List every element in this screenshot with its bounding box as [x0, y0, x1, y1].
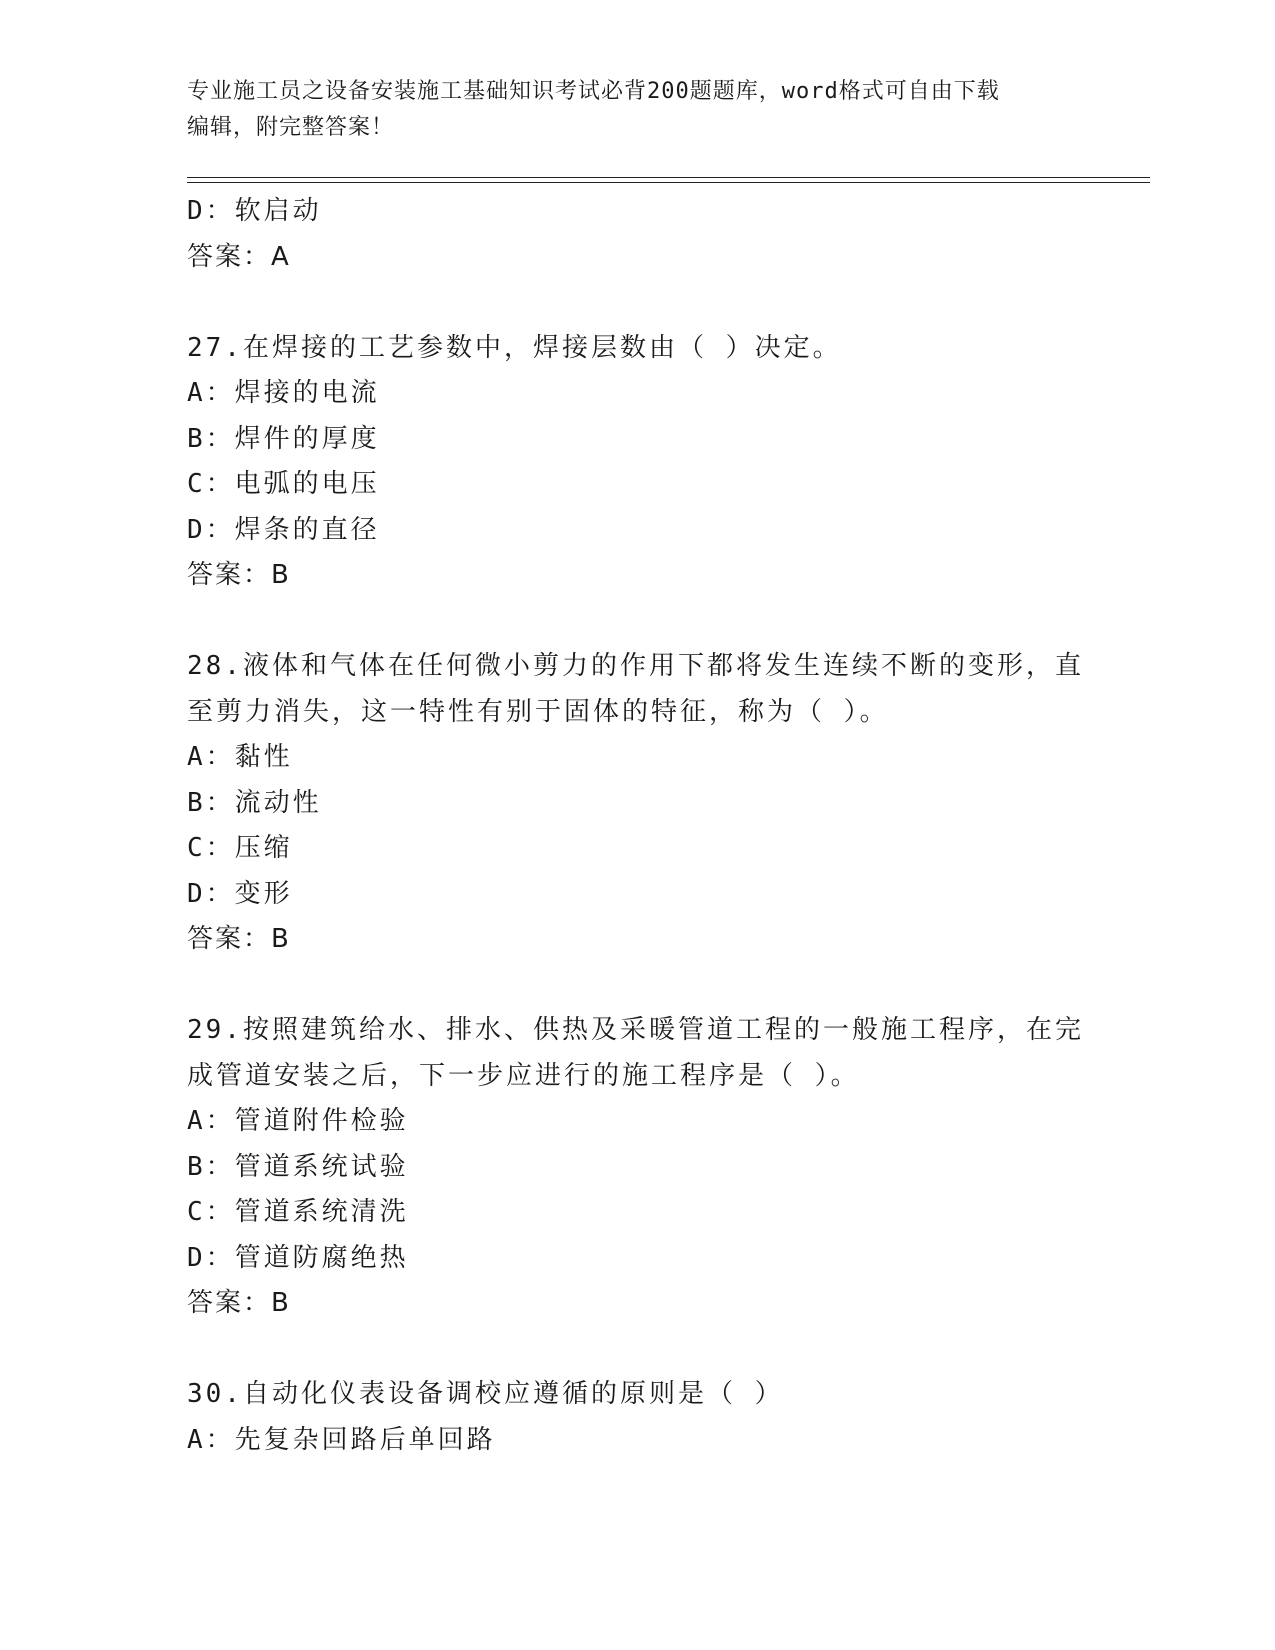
question-content: [187, 189, 1087, 1463]
spacer: [187, 963, 1087, 1009]
option-c: C：电弧的电压: [187, 469, 380, 499]
question-stem: 30.自动化仪表设备调校应遵循的原则是（ ）: [187, 1379, 784, 1409]
option-b: B：焊件的厚度: [187, 423, 380, 454]
answer-line: 答案：B: [187, 560, 291, 590]
option-b: B：流动性: [187, 787, 322, 818]
document-header: [187, 74, 1087, 146]
option-d: D：管道防腐绝热: [187, 1242, 409, 1273]
option-a: A：管道附件检验: [187, 1106, 409, 1136]
question-29: [187, 1008, 1087, 1327]
option-c: C：压缩: [187, 833, 293, 863]
option-d: D：软启动: [187, 196, 322, 226]
header-divider-bottom: [187, 182, 1150, 183]
question-28: [187, 644, 1087, 963]
option-d: D：焊条的直径: [187, 514, 380, 545]
header-line-1: 专业施工员之设备安装施工基础知识考试必背200题题库，word格式可自由下载: [187, 79, 1000, 104]
option-a: A：焊接的电流: [187, 378, 380, 408]
question-stem: 29.按照建筑给水、排水、供热及采暖管道工程的一般施工程序，在完: [187, 1015, 1084, 1045]
header-line-2: 编辑，附完整答案！: [187, 115, 395, 140]
spacer: [187, 599, 1087, 645]
option-d: D：变形: [187, 878, 293, 909]
question-30: [187, 1372, 1087, 1463]
question-stem: 28.液体和气体在任何微小剪力的作用下都将发生连续不断的变形，直: [187, 651, 1084, 681]
spacer: [187, 1327, 1087, 1373]
answer-line: 答案：A: [187, 241, 291, 272]
option-c: C：管道系统清洗: [187, 1197, 409, 1227]
answer-line: 答案：B: [187, 1288, 291, 1318]
question-stem: 27.在焊接的工艺参数中，焊接层数由（ ）决定。: [187, 332, 842, 363]
option-a: A：黏性: [187, 742, 293, 772]
answer-line: 答案：B: [187, 924, 291, 954]
question-stem-continued: 成管道安装之后，下一步应进行的施工程序是（ ）。: [187, 1060, 860, 1091]
question-stem-continued: 至剪力消失，这一特性有别于固体的特征，称为（ ）。: [187, 696, 889, 727]
header-divider-top: [187, 177, 1150, 178]
option-a: A：先复杂回路后单回路: [187, 1424, 496, 1455]
question-27: [187, 326, 1087, 599]
spacer: [187, 280, 1087, 326]
option-b: B：管道系统试验: [187, 1151, 409, 1182]
